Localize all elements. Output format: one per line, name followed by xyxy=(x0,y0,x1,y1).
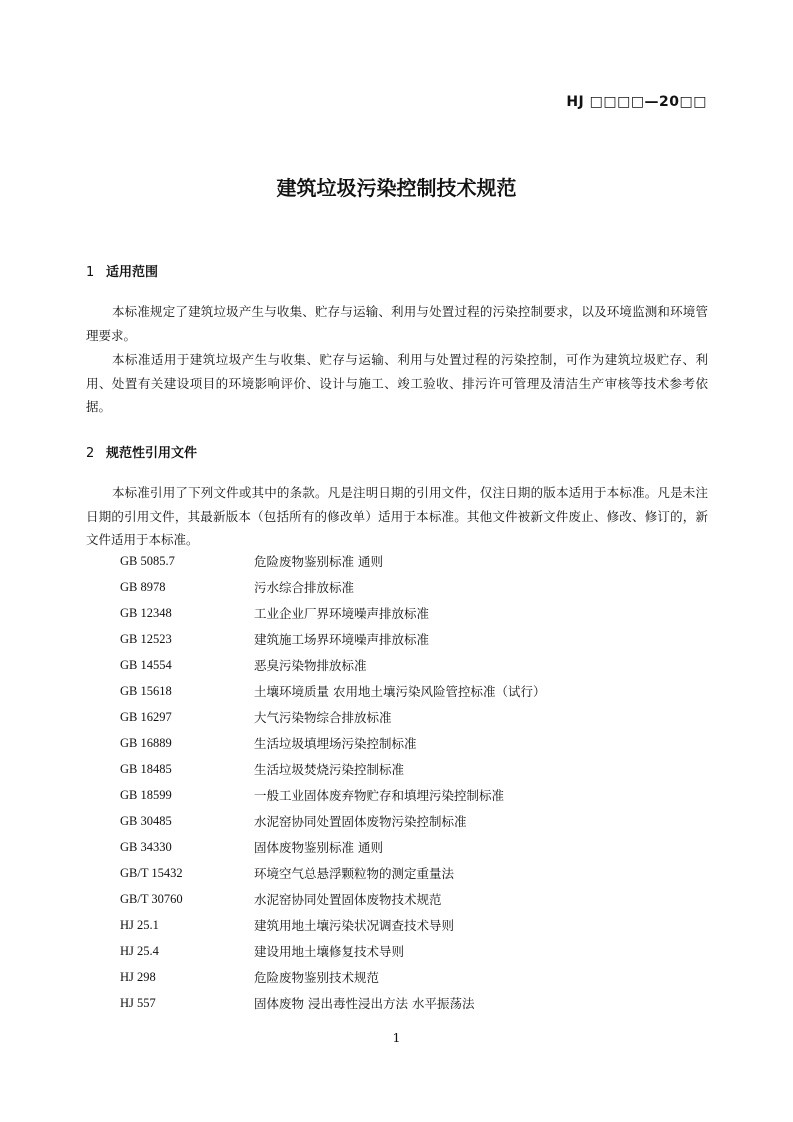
reference-row xyxy=(120,704,545,730)
reference-name: 水泥窑协同处置固体废物污染控制标准 xyxy=(254,814,467,829)
section-1-number: 1 xyxy=(86,265,95,280)
reference-name: 恶臭污染物排放标准 xyxy=(254,658,367,673)
section-2-title: 规范性引用文件 xyxy=(106,446,198,461)
reference-code: GB 16297 xyxy=(120,709,172,724)
reference-name: 环境空气总悬浮颗粒物的测定重量法 xyxy=(254,866,455,881)
section-2-paragraph-1: 本标准引用了下列文件或其中的条款。凡是注明日期的引用文件，仅注日期的版本适用于本标准。凡是未注日期的引用文件，其最新版本（包括所有的修改单）适用于本标准。其他文件被新文件废止、修改、修订的，新文件适用于本标准。 xyxy=(86,485,708,547)
reference-row xyxy=(120,652,545,678)
reference-name: 生活垃圾焚烧污染控制标准 xyxy=(254,762,405,777)
section-1-paragraph-1: 本标准规定了建筑垃圾产生与收集、贮存与运输、利用与处置过程的污染控制要求，以及环境监测和环境管理要求。 xyxy=(86,304,708,343)
reference-code: HJ 25.1 xyxy=(120,917,159,932)
reference-name: 污水综合排放标准 xyxy=(254,580,355,595)
reference-row xyxy=(120,912,545,938)
reference-list xyxy=(120,548,545,1016)
reference-row xyxy=(120,678,545,704)
document-title: 建筑垃圾污染控制技术规范 xyxy=(276,176,517,200)
reference-name: 建筑施工场界环境噪声排放标准 xyxy=(254,632,430,647)
reference-row xyxy=(120,730,545,756)
reference-row xyxy=(120,938,545,964)
reference-code: GB 8978 xyxy=(120,579,166,594)
reference-row xyxy=(120,574,545,600)
reference-code: HJ 557 xyxy=(120,995,156,1010)
section-2-number: 2 xyxy=(86,446,95,461)
reference-code: GB 34330 xyxy=(120,839,172,854)
section-1-heading xyxy=(86,261,158,280)
reference-code: GB 30485 xyxy=(120,813,172,828)
reference-row xyxy=(120,548,545,574)
section-1-paragraph-2: 本标准适用于建筑垃圾产生与收集、贮存与运输、利用与处置过程的污染控制，可作为建筑垃圾贮存、利用、处置有关建设项目的环境影响评价、设计与施工、竣工验收、排污许可管理及清洁生产审核等技术参考依据。 xyxy=(86,352,708,414)
section-1-title: 适用范围 xyxy=(106,265,159,280)
reference-code: GB 18485 xyxy=(120,761,172,776)
reference-row xyxy=(120,834,545,860)
reference-code: GB/T 15432 xyxy=(120,865,183,880)
reference-row xyxy=(120,600,545,626)
reference-code: GB 14554 xyxy=(120,657,172,672)
standard-code: HJ □□□□—20□□ xyxy=(566,94,707,110)
reference-row xyxy=(120,782,545,808)
reference-name: 建筑用地土壤污染状况调查技术导则 xyxy=(254,918,455,933)
reference-name: 危险废物鉴别技术规范 xyxy=(254,970,380,985)
reference-code: HJ 25.4 xyxy=(120,943,159,958)
reference-code: GB 18599 xyxy=(120,787,172,802)
reference-name: 危险废物鉴别标准 通则 xyxy=(254,554,383,569)
reference-name: 生活垃圾填埋场污染控制标准 xyxy=(254,736,417,751)
reference-name: 固体废物 浸出毒性浸出方法 水平振荡法 xyxy=(254,996,475,1011)
reference-code: GB/T 30760 xyxy=(120,891,183,906)
reference-name: 固体废物鉴别标准 通则 xyxy=(254,840,383,855)
reference-code: HJ 298 xyxy=(120,969,156,984)
reference-name: 建设用地土壤修复技术导则 xyxy=(254,944,405,959)
reference-row xyxy=(120,756,545,782)
reference-code: GB 12348 xyxy=(120,605,172,620)
reference-row xyxy=(120,886,545,912)
reference-name: 大气污染物综合排放标准 xyxy=(254,710,392,725)
reference-code: GB 12523 xyxy=(120,631,172,646)
reference-code: GB 15618 xyxy=(120,683,172,698)
reference-name: 水泥窑协同处置固体废物技术规范 xyxy=(254,892,442,907)
reference-code: GB 5085.7 xyxy=(120,553,175,568)
reference-row xyxy=(120,990,545,1016)
reference-row xyxy=(120,860,545,886)
reference-row xyxy=(120,808,545,834)
reference-name: 土壤环境质量 农用地土壤污染风险管控标准（试行） xyxy=(254,684,546,699)
reference-name: 一般工业固体废弃物贮存和填埋污染控制标准 xyxy=(254,788,505,803)
reference-name: 工业企业厂界环境噪声排放标准 xyxy=(254,606,430,621)
page-number: 1 xyxy=(392,1030,401,1045)
section-2-heading xyxy=(86,442,197,461)
reference-row xyxy=(120,964,545,990)
reference-row xyxy=(120,626,545,652)
reference-code: GB 16889 xyxy=(120,735,172,750)
